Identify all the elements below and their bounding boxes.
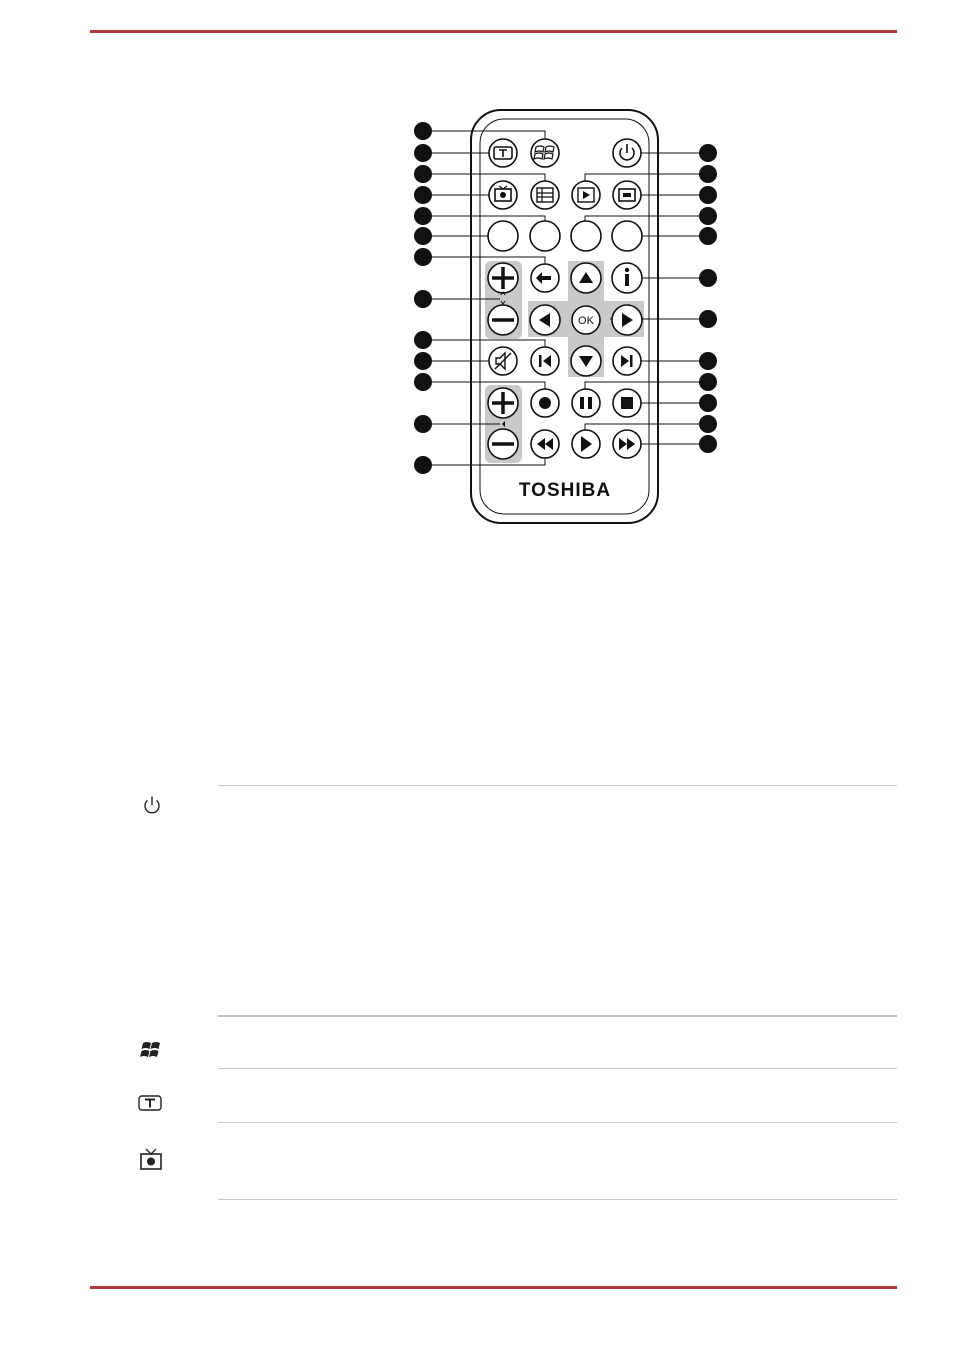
dpad-down-button	[571, 346, 601, 376]
info-button	[612, 263, 642, 293]
windows-start-icon	[140, 1040, 162, 1060]
table-row-divider	[218, 1068, 897, 1069]
rewind-button	[531, 430, 559, 458]
recorded-tv-button	[572, 181, 600, 209]
channel-up-button	[488, 263, 518, 293]
power-icon	[142, 795, 162, 815]
skip-back-button	[531, 347, 559, 375]
volume-down-button	[488, 429, 518, 459]
dvd-menu-button	[613, 181, 641, 209]
guide-button	[531, 181, 559, 209]
table-row-divider	[218, 1015, 897, 1017]
channel-down-button	[488, 305, 518, 335]
back-button	[531, 264, 559, 292]
teletext-icon	[138, 1095, 162, 1111]
table-row-divider	[218, 1122, 897, 1123]
live-tv-icon	[139, 1148, 163, 1172]
mute-button	[489, 347, 517, 375]
pause-button	[572, 389, 600, 417]
stop-button	[613, 389, 641, 417]
footer-rule	[90, 1286, 897, 1289]
live-tv-button	[489, 181, 517, 209]
play-button	[572, 430, 600, 458]
record-button	[531, 389, 559, 417]
ok-button	[572, 306, 600, 334]
table-row-divider	[218, 785, 897, 786]
brand-logo: TOSHIBA	[518, 480, 612, 501]
dpad-up-button	[571, 263, 601, 293]
ok-label: OK	[578, 315, 594, 327]
dpad-left-button	[530, 305, 560, 335]
skip-forward-button	[613, 347, 641, 375]
dpad-right-button	[612, 305, 642, 335]
table-row-divider	[218, 1199, 897, 1200]
volume-up-button	[488, 388, 518, 418]
remote-control-illustration	[0, 0, 955, 560]
teletext-button	[489, 139, 517, 167]
power-button	[613, 139, 641, 167]
windows-start-button	[531, 139, 559, 167]
fast-forward-button	[613, 430, 641, 458]
